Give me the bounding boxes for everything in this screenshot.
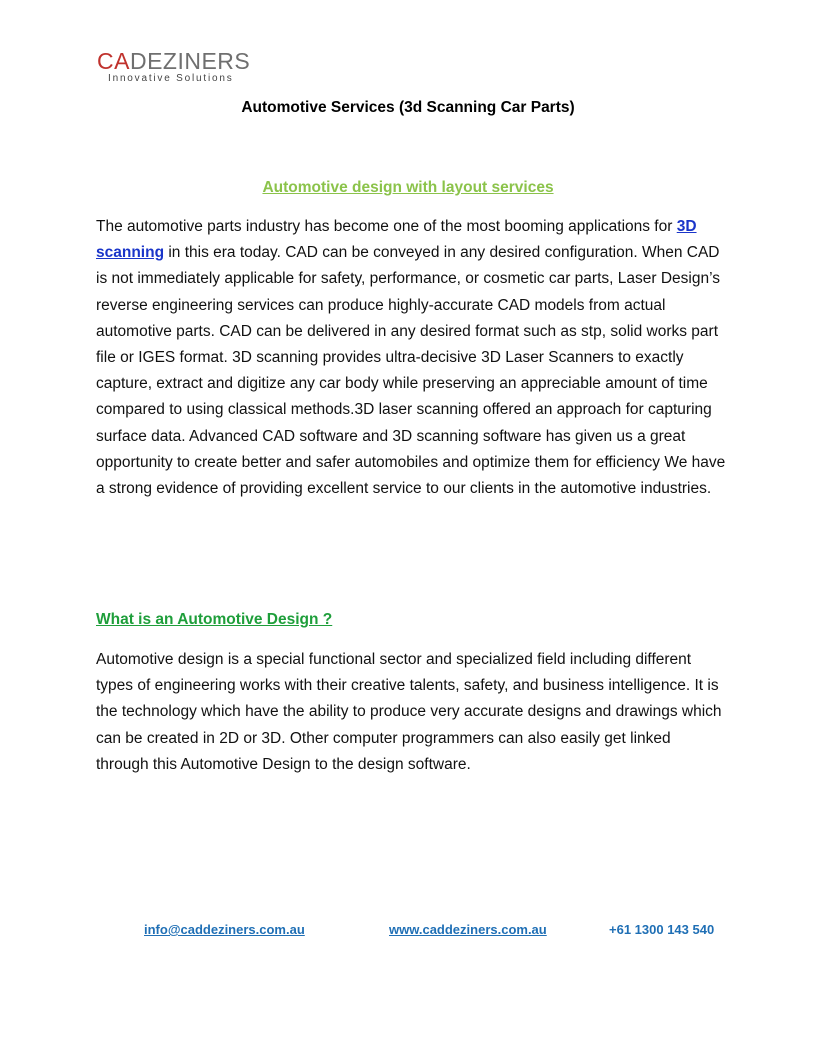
intro-paragraph xyxy=(96,214,726,502)
logo-wordmark-red: CA xyxy=(97,48,130,74)
company-logo xyxy=(97,48,257,88)
logo-wordmark-grey: DEZINERS xyxy=(129,48,251,74)
automotive-design-paragraph: Automotive design is a special functional sector and specialized field including different types of engineering works with their creative talents, safety, and business intelligence. It is the technology which have the ability to produce very accurate designs and drawings which can be created in 2D or 3D. Other computer programmers can also easily get linked through this Automotive Design to the design software. xyxy=(96,651,722,773)
document-title: Automotive Services (3d Scanning Car Parts) xyxy=(241,99,575,116)
footer-website-link[interactable]: www.caddeziners.com.au xyxy=(389,922,547,937)
intro-text-after-link: in this era today. CAD can be conveyed in any desired configuration. When CAD is not immediately applicable for safety, performance, or cosmetic car parts, Laser Design’s reverse engineering services can produce highly-accurate CAD models from actual automotive parts. CAD can be delivered in any desired format such as stp, solid works part file or IGES format. 3D scanning provides ultra-decisive 3D Laser Scanners to exactly capture, extract and digitize any car body while preserving an appreciable amount of time compared to using classical methods.3D laser scanning offered an approach for capturing surface data. Advanced CAD software and 3D scanning software has given us a great opportunity to create better and safer automobiles and optimize them for efficiency We have a strong evidence of providing excellent service to our clients in the automotive industries. xyxy=(96,244,726,498)
footer-phone: +61 1300 143 540 xyxy=(609,922,715,937)
logo-tagline: Innovative Solutions xyxy=(108,73,234,84)
sub-heading: What is an Automotive Design ? xyxy=(96,611,333,628)
footer xyxy=(0,922,816,942)
3d-scanning-link[interactable]: 3D scanning xyxy=(96,218,697,262)
section-heading: Automotive design with layout services xyxy=(262,179,554,196)
intro-text-before-link: The automotive parts industry has become one of the most booming applications for xyxy=(96,218,677,235)
footer-email-link[interactable]: info@caddeziners.com.au xyxy=(144,922,305,937)
logo-wordmark xyxy=(97,48,250,74)
